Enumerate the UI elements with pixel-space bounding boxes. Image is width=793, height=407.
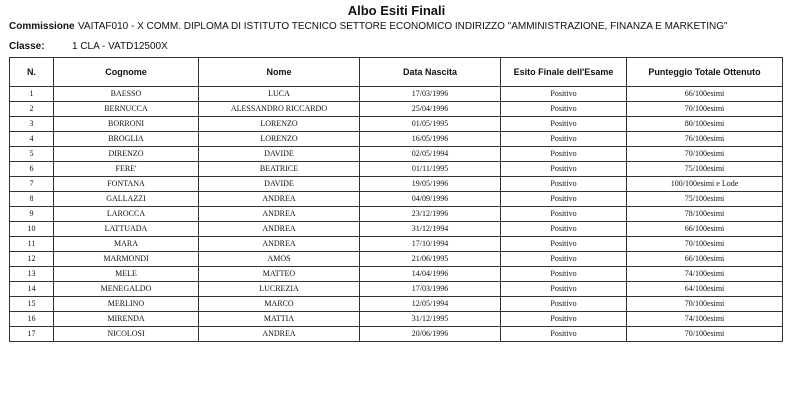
results-table xyxy=(9,57,783,342)
cell-number: 6 xyxy=(10,162,54,177)
table-row xyxy=(10,297,783,312)
cell-punteggio: 74/100esimi xyxy=(627,267,783,282)
commissione-value: VAITAF010 - X COMM. DIPLOMA DI ISTITUTO TECNICO SETTORE ECONOMICO INDIRIZZO "AMMINISTRAZIONE, FINANZA E MARKETING" xyxy=(78,21,728,32)
table-row xyxy=(10,252,783,267)
cell-number: 1 xyxy=(10,87,54,102)
cell-data-nascita: 16/05/1996 xyxy=(360,132,501,147)
cell-data-nascita: 31/12/1995 xyxy=(360,312,501,327)
cell-cognome: BROGLIA xyxy=(54,132,199,147)
cell-number: 13 xyxy=(10,267,54,282)
classe-value: 1 CLA - VATD12500X xyxy=(72,41,168,52)
cell-data-nascita: 19/05/1996 xyxy=(360,177,501,192)
table-row xyxy=(10,222,783,237)
commissione-line xyxy=(9,21,728,32)
cell-cognome: MARMONDI xyxy=(54,252,199,267)
commissione-label: Commissione xyxy=(9,21,75,32)
cell-number: 17 xyxy=(10,327,54,342)
cell-number: 4 xyxy=(10,132,54,147)
cell-cognome: MENEGALDO xyxy=(54,282,199,297)
cell-punteggio: 80/100esimi xyxy=(627,117,783,132)
cell-punteggio: 70/100esimi xyxy=(627,102,783,117)
cell-number: 5 xyxy=(10,147,54,162)
table-header-row xyxy=(10,58,783,87)
cell-nome: ANDREA xyxy=(199,327,360,342)
cell-cognome: LATTUADA xyxy=(54,222,199,237)
cell-data-nascita: 01/05/1995 xyxy=(360,117,501,132)
cell-esito: Positivo xyxy=(501,327,627,342)
cell-nome: MATTEO xyxy=(199,267,360,282)
cell-cognome: BAESSO xyxy=(54,87,199,102)
table-row xyxy=(10,177,783,192)
cell-number: 12 xyxy=(10,252,54,267)
cell-esito: Positivo xyxy=(501,162,627,177)
cell-cognome: BERNUCCA xyxy=(54,102,199,117)
header-data-nascita: Data Nascita xyxy=(360,58,501,87)
cell-data-nascita: 25/04/1996 xyxy=(360,102,501,117)
header-nome: Nome xyxy=(199,58,360,87)
cell-data-nascita: 02/05/1994 xyxy=(360,147,501,162)
header-number: N. xyxy=(10,58,54,87)
cell-punteggio: 75/100esimi xyxy=(627,192,783,207)
cell-punteggio: 78/100esimi xyxy=(627,207,783,222)
cell-cognome: DIRENZO xyxy=(54,147,199,162)
table-row xyxy=(10,87,783,102)
cell-nome: DAVIDE xyxy=(199,147,360,162)
cell-punteggio: 70/100esimi xyxy=(627,237,783,252)
cell-number: 11 xyxy=(10,237,54,252)
table-row xyxy=(10,132,783,147)
cell-data-nascita: 17/10/1994 xyxy=(360,237,501,252)
table-row xyxy=(10,282,783,297)
cell-cognome: LAROCCA xyxy=(54,207,199,222)
page-title: Albo Esiti Finali xyxy=(347,3,446,18)
cell-data-nascita: 01/11/1995 xyxy=(360,162,501,177)
cell-punteggio: 66/100esimi xyxy=(627,252,783,267)
table-row xyxy=(10,327,783,342)
cell-data-nascita: 21/06/1995 xyxy=(360,252,501,267)
cell-esito: Positivo xyxy=(501,267,627,282)
cell-cognome: MARA xyxy=(54,237,199,252)
cell-number: 14 xyxy=(10,282,54,297)
cell-nome: AMOS xyxy=(199,252,360,267)
cell-punteggio: 70/100esimi xyxy=(627,297,783,312)
cell-esito: Positivo xyxy=(501,87,627,102)
cell-data-nascita: 12/05/1994 xyxy=(360,297,501,312)
cell-cognome: NICOLOSI xyxy=(54,327,199,342)
table-row xyxy=(10,102,783,117)
cell-number: 8 xyxy=(10,192,54,207)
header-cognome: Cognome xyxy=(54,58,199,87)
cell-cognome: BORRONI xyxy=(54,117,199,132)
cell-nome: LORENZO xyxy=(199,132,360,147)
table-row xyxy=(10,147,783,162)
cell-data-nascita: 17/03/1996 xyxy=(360,282,501,297)
cell-punteggio: 70/100esimi xyxy=(627,327,783,342)
cell-esito: Positivo xyxy=(501,282,627,297)
cell-punteggio: 70/100esimi xyxy=(627,147,783,162)
cell-esito: Positivo xyxy=(501,252,627,267)
cell-data-nascita: 20/06/1996 xyxy=(360,327,501,342)
cell-cognome: FONTANA xyxy=(54,177,199,192)
cell-nome: ANDREA xyxy=(199,192,360,207)
cell-number: 10 xyxy=(10,222,54,237)
cell-data-nascita: 14/04/1996 xyxy=(360,267,501,282)
table-row xyxy=(10,237,783,252)
cell-nome: DAVIDE xyxy=(199,177,360,192)
cell-esito: Positivo xyxy=(501,297,627,312)
cell-cognome: MERLINO xyxy=(54,297,199,312)
cell-number: 7 xyxy=(10,177,54,192)
cell-esito: Positivo xyxy=(501,147,627,162)
cell-esito: Positivo xyxy=(501,102,627,117)
cell-punteggio: 74/100esimi xyxy=(627,312,783,327)
cell-data-nascita: 17/03/1996 xyxy=(360,87,501,102)
cell-punteggio: 100/100esimi e Lode xyxy=(627,177,783,192)
cell-punteggio: 66/100esimi xyxy=(627,222,783,237)
cell-nome: MARCO xyxy=(199,297,360,312)
cell-nome: LUCREZIA xyxy=(199,282,360,297)
cell-data-nascita: 31/12/1994 xyxy=(360,222,501,237)
classe-label: Classe: xyxy=(9,41,45,52)
cell-punteggio: 64/100esimi xyxy=(627,282,783,297)
cell-esito: Positivo xyxy=(501,312,627,327)
cell-punteggio: 76/100esimi xyxy=(627,132,783,147)
cell-esito: Positivo xyxy=(501,177,627,192)
table-row xyxy=(10,192,783,207)
cell-number: 15 xyxy=(10,297,54,312)
cell-nome: LORENZO xyxy=(199,117,360,132)
table-row xyxy=(10,312,783,327)
cell-nome: BEATRICE xyxy=(199,162,360,177)
cell-nome: ANDREA xyxy=(199,222,360,237)
table-row xyxy=(10,162,783,177)
cell-number: 3 xyxy=(10,117,54,132)
cell-cognome: MIRENDA xyxy=(54,312,199,327)
cell-nome: LUCA xyxy=(199,87,360,102)
table-row xyxy=(10,267,783,282)
cell-cognome: GALLAZZI xyxy=(54,192,199,207)
cell-nome: ANDREA xyxy=(199,237,360,252)
cell-nome: ANDREA xyxy=(199,207,360,222)
cell-esito: Positivo xyxy=(501,207,627,222)
header-esito: Esito Finale dell'Esame xyxy=(501,58,627,87)
header-punteggio: Punteggio Totale Ottenuto xyxy=(627,58,783,87)
cell-nome: MATTIA xyxy=(199,312,360,327)
cell-esito: Positivo xyxy=(501,132,627,147)
cell-punteggio: 66/100esimi xyxy=(627,87,783,102)
cell-esito: Positivo xyxy=(501,192,627,207)
cell-cognome: MELE xyxy=(54,267,199,282)
cell-cognome: FERE' xyxy=(54,162,199,177)
cell-esito: Positivo xyxy=(501,237,627,252)
table-row xyxy=(10,207,783,222)
table-row xyxy=(10,117,783,132)
cell-esito: Positivo xyxy=(501,117,627,132)
cell-nome: ALESSANDRO RICCARDO xyxy=(199,102,360,117)
cell-esito: Positivo xyxy=(501,222,627,237)
classe-line xyxy=(9,41,168,52)
cell-number: 16 xyxy=(10,312,54,327)
cell-data-nascita: 04/09/1996 xyxy=(360,192,501,207)
cell-punteggio: 75/100esimi xyxy=(627,162,783,177)
cell-data-nascita: 23/12/1996 xyxy=(360,207,501,222)
cell-number: 2 xyxy=(10,102,54,117)
cell-number: 9 xyxy=(10,207,54,222)
